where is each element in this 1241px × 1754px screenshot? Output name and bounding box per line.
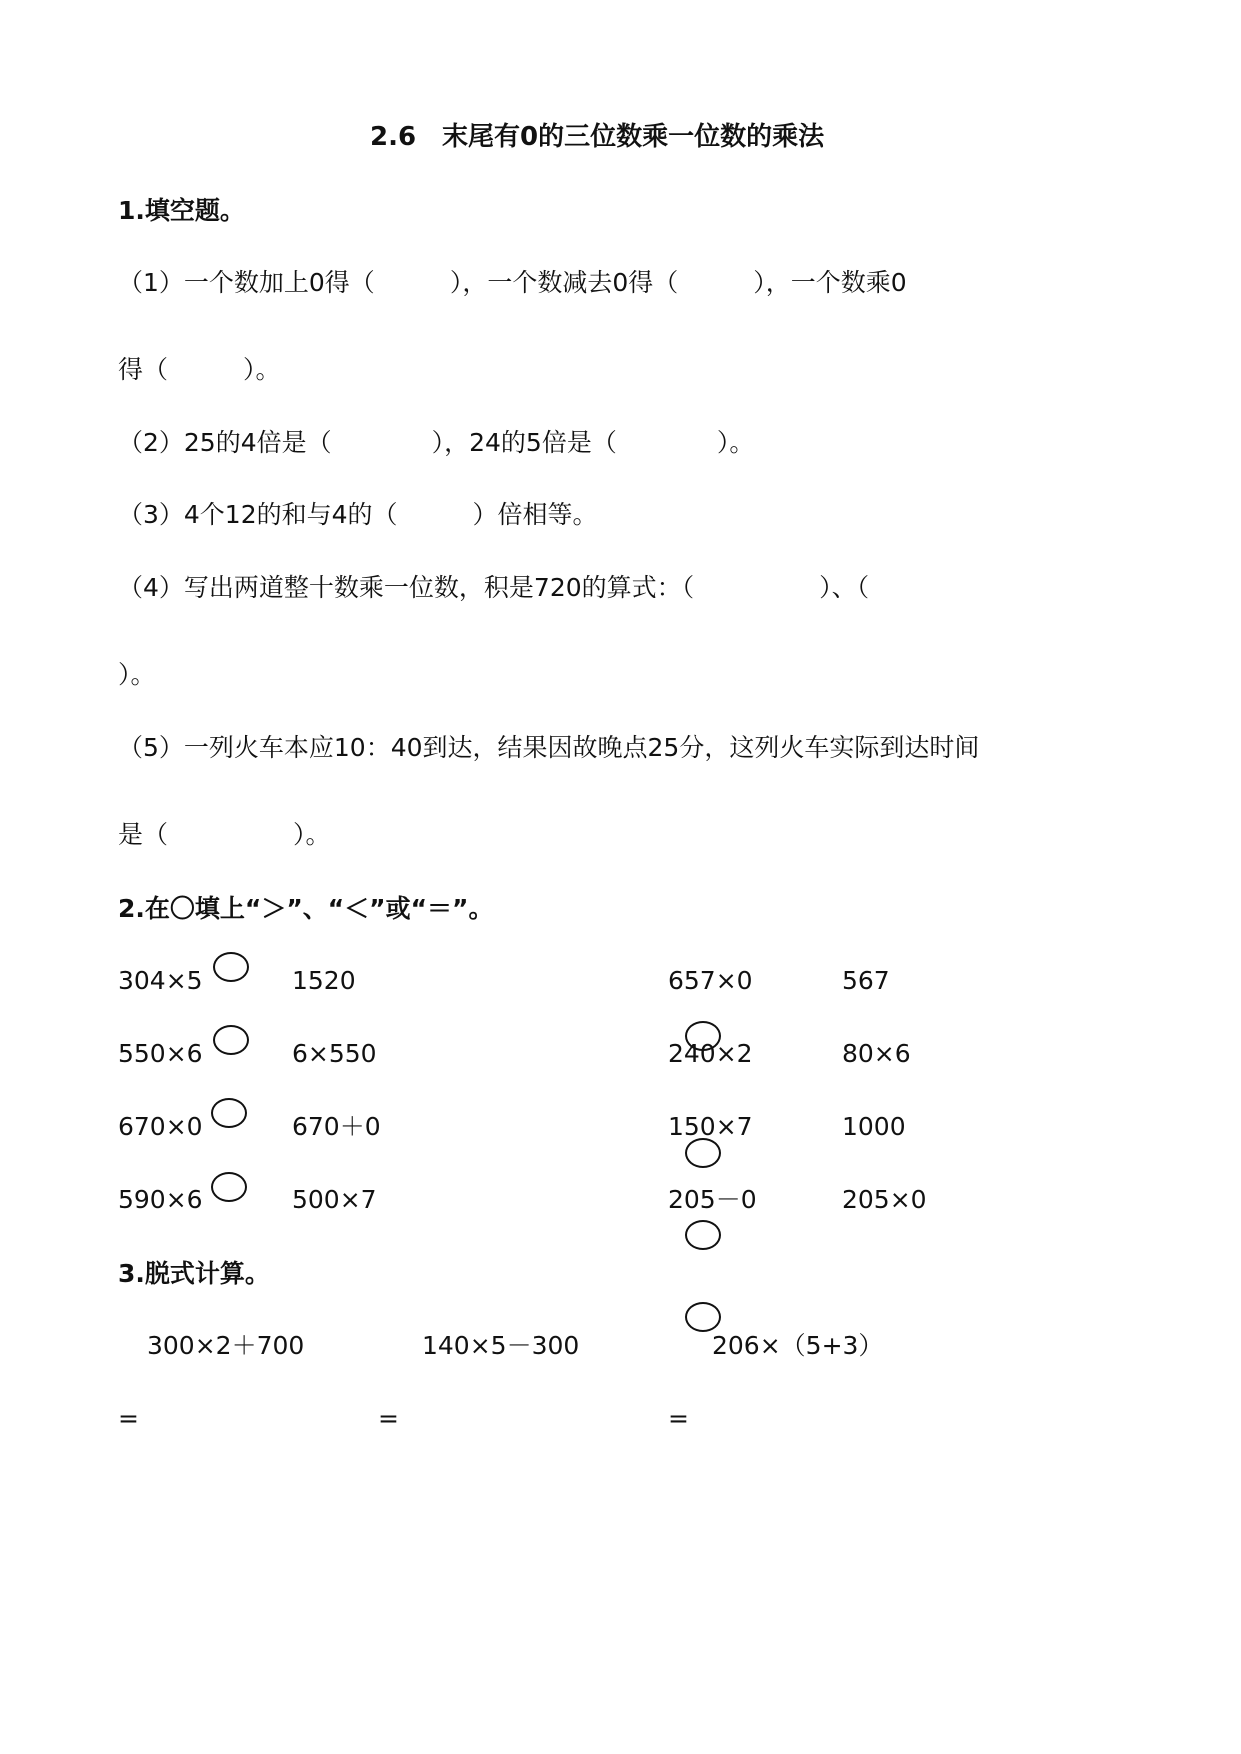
comparison-right-expression: 240×2 bbox=[668, 1039, 753, 1068]
answer-circle[interactable] bbox=[211, 1172, 247, 1202]
comparison-right-value: 80×6 bbox=[842, 1039, 911, 1068]
comparison-left-expression: 590×6 bbox=[118, 1185, 203, 1214]
question-1-line-1: （1）一个数加上0得（ ），一个数减去0得（ ），一个数乘0 bbox=[118, 268, 907, 297]
section1-heading: 1.填空题。 bbox=[118, 196, 245, 225]
comparison-left-expression: 304×5 bbox=[118, 966, 203, 995]
answer-circle[interactable] bbox=[211, 1098, 247, 1128]
comparison-left-value: 670＋0 bbox=[292, 1112, 381, 1141]
comparison-left-expression: 550×6 bbox=[118, 1039, 203, 1068]
answer-circle[interactable] bbox=[213, 1025, 249, 1055]
section3-heading: 3.脱式计算。 bbox=[118, 1259, 270, 1288]
question-4-line-2: ）。 bbox=[118, 660, 156, 689]
equals-sign: = bbox=[668, 1404, 689, 1433]
calculation-problem: 206×（5+3） bbox=[712, 1331, 884, 1360]
comparison-left-value: 1520 bbox=[292, 966, 356, 995]
comparison-right-value: 205×0 bbox=[842, 1185, 927, 1214]
equals-sign: = bbox=[378, 1404, 399, 1433]
comparison-right-expression: 150×7 bbox=[668, 1112, 753, 1141]
question-5-line-2: 是（ ）。 bbox=[118, 820, 331, 849]
comparison-left-expression: 670×0 bbox=[118, 1112, 203, 1141]
section2-heading: 2.在〇填上“＞”、“＜”或“＝”。 bbox=[118, 894, 494, 923]
calculation-problem: 300×2＋700 bbox=[147, 1331, 305, 1360]
comparison-right-value: 567 bbox=[842, 966, 890, 995]
page-title: 2.6 末尾有0的三位数乘一位数的乘法 bbox=[370, 122, 825, 152]
answer-circle[interactable] bbox=[685, 1302, 721, 1332]
comparison-left-value: 500×7 bbox=[292, 1185, 377, 1214]
comparison-left-value: 6×550 bbox=[292, 1039, 377, 1068]
question-1-line-2: 得（ ）。 bbox=[118, 355, 281, 384]
comparison-right-expression: 205－0 bbox=[668, 1185, 757, 1214]
equals-sign: = bbox=[118, 1404, 139, 1433]
answer-circle[interactable] bbox=[685, 1138, 721, 1168]
answer-circle[interactable] bbox=[213, 952, 249, 982]
calculation-problem: 140×5－300 bbox=[422, 1331, 580, 1360]
question-3: （3）4个12的和与4的（ ）倍相等。 bbox=[118, 500, 598, 529]
question-2: （2）25的4倍是（ ），24的5倍是（ ）。 bbox=[118, 428, 755, 457]
question-5-line-1: （5）一列火车本应10：40到达，结果因故晚点25分，这列火车实际到达时间 bbox=[118, 733, 980, 762]
comparison-right-expression: 657×0 bbox=[668, 966, 753, 995]
comparison-right-value: 1000 bbox=[842, 1112, 906, 1141]
question-4-line-1: （4）写出两道整十数乘一位数，积是720的算式：（ ）、（ bbox=[118, 573, 870, 602]
answer-circle[interactable] bbox=[685, 1220, 721, 1250]
